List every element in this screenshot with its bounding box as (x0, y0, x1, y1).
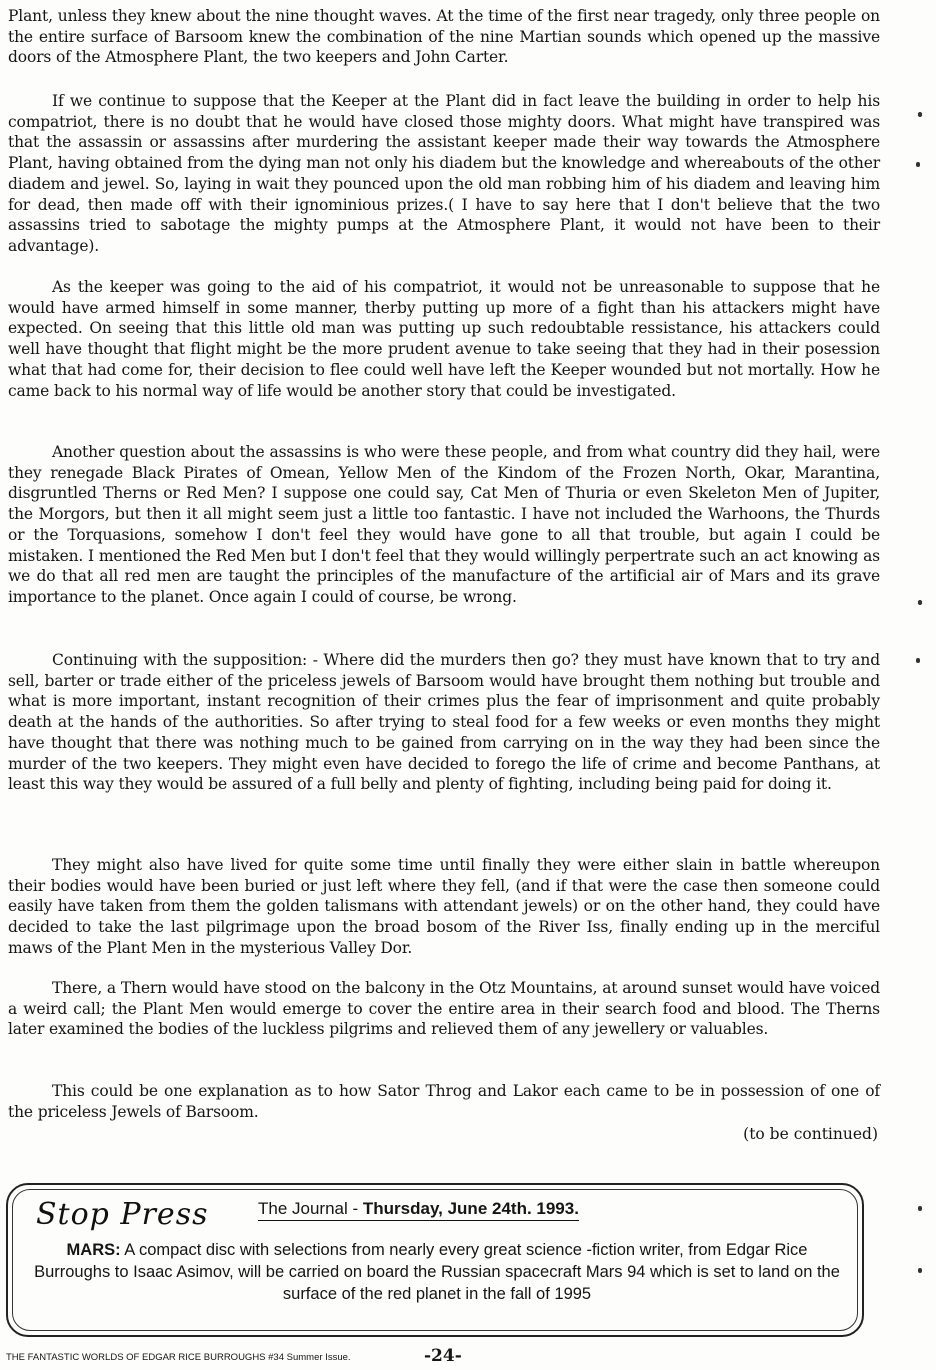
paragraph-1: Plant, unless they knew about the nine thought waves. At the time of the first near tragedy, only three people on the entire surface of Barsoom knew the combination of the nine Martian sounds which opened up the massive doors of the Atmosphere Plant, the two keepers and John Carter. (8, 7, 880, 67)
footer-publication: THE FANTASTIC WORLDS OF EDGAR RICE BURROUGHS #34 Summer Issue. (6, 1352, 351, 1363)
margin-speck (918, 1268, 922, 1273)
continued-note: (to be continued) (743, 1125, 878, 1143)
paragraph-7: There, a Thern would have stood on the balcony in the Otz Mountains, at around sunset would have voiced a weird call; the Plant Men would emerge to cover the entire area in their search food and blood. The Therns later examined the bodies of the luckless pilgrims and relieved them of any jewellery or valuables. (8, 979, 880, 1039)
journal-date: Thursday, June 24th. 1993. (362, 1199, 579, 1218)
margin-speck (916, 162, 920, 167)
margin-speck (918, 1206, 922, 1211)
paragraph-5: Continuing with the supposition: - Where did the murders then go? they must have known that to try and sell, barter or trade either of the priceless jewels of Barsoom would have brought them nothing but trouble and what is more important, instant recognition of their crimes plus the fear of imprisonment and quite probably death at the hands of the authorities. So after trying to steal food for a few weeks or even months they might have thought that there was nothing much to be gained from carrying on in the way they had been since the murder of the two keepers. They might even have decided to forego the life of crime and become Panthans, at least this way they would be assured of a full belly and plenty of fighting, including being paid for doing it. (8, 651, 880, 794)
stop-press-tag: MARS: (66, 1241, 121, 1259)
paragraph-2: If we continue to suppose that the Keeper at the Plant did in fact leave the building in order to help his compatriot, there is no doubt that he would have closed those mighty doors. What might have transpired was that the assassin or assassins after murdering the assistant keeper made their way towards the Atmosphere Plant, having obtained from the dying man not only his diadem but the knowledge and whereabouts of the other diadem and jewel. So, laying in wait they pounced upon the old man robbing him of his diadem and leaving him for dead, then made off with their ignominious prizes.( I have to say here that I don't believe that the two assassins tried to sabotage the mighty pumps at the Atmosphere Plant, it would not have been to their advantage). (8, 92, 880, 255)
journal-line (258, 1199, 579, 1221)
margin-speck (916, 658, 920, 663)
paragraph-6: They might also have lived for quite some time until finally they were either slain in battle whereupon their bodies would have been buried or just left where they fell, (and if that were the case then someone could easily have taken from them the golden talismans with attendant jewels) or on the other hand, they could have decided to take the last pilgrimage upon the broad bosom of the River Iss, finally ending up in the merciful maws of the Plant Men in the mysterious Valley Dor. (8, 856, 880, 957)
margin-speck (918, 112, 922, 117)
paragraph-4: Another question about the assassins is who were these people, and from what country did they hail, were they renegade Black Pirates of Omean, Yellow Men of the Kindom of the Frozen North, Okar, Marantina, disgruntled Therns or Red Men? I suppose one could say, Cat Men of Thuria or even Skeleton Men of Jupiter, the Morgors, but then it all might seem just a little too fantastic. I have not included the Warhoons, the Thurds or the Torquasions, somehow I don't feel they would have gone to all that trouble, but again I could be mistaken. I mentioned the Red Men but I don't feel that they would willingly perpertrate such an act knowing as we do that all red men are taught the principles of the manufacture of the artificial air of Mars and its grave importance to the planet. Once again I could of course, be wrong. (8, 443, 880, 606)
paragraph-8: This could be one explanation as to how Sator Throg and Lakor each came to be in possession of one of the priceless Jewels of Barsoom. (8, 1082, 880, 1121)
journal-prefix: The Journal - (258, 1199, 363, 1218)
margin-speck (918, 600, 922, 605)
stop-press-box (6, 1183, 864, 1337)
paragraph-3: As the keeper was going to the aid of his compatriot, it would not be unreasonable to suppose that he would have armed himself in some manner, therby putting up more of a fight than his attackers might have expected. On seeing that this little old man was putting up such redoubtable ressistance, his attackers could well have thought that flight might be the more prudent avenue to take seeing that they had in their posession what that had come for, their decision to flee could well have left the Keeper wounded but not mortally. How he came back to his normal way of life would be another story that could be investigated. (8, 278, 880, 400)
page-number: -24- (424, 1346, 462, 1366)
stop-press-text: A compact disc with selections from nearly every great science -fiction writer, from Edgar Rice Burroughs to Isaac Asimov, will be carried on board the Russian spacecraft Mars 94 which is set to land on the surface of the red planet in the fall of 1995 (34, 1241, 840, 1303)
stop-press-title: Stop Press (36, 1197, 209, 1232)
stop-press-body (32, 1239, 842, 1305)
